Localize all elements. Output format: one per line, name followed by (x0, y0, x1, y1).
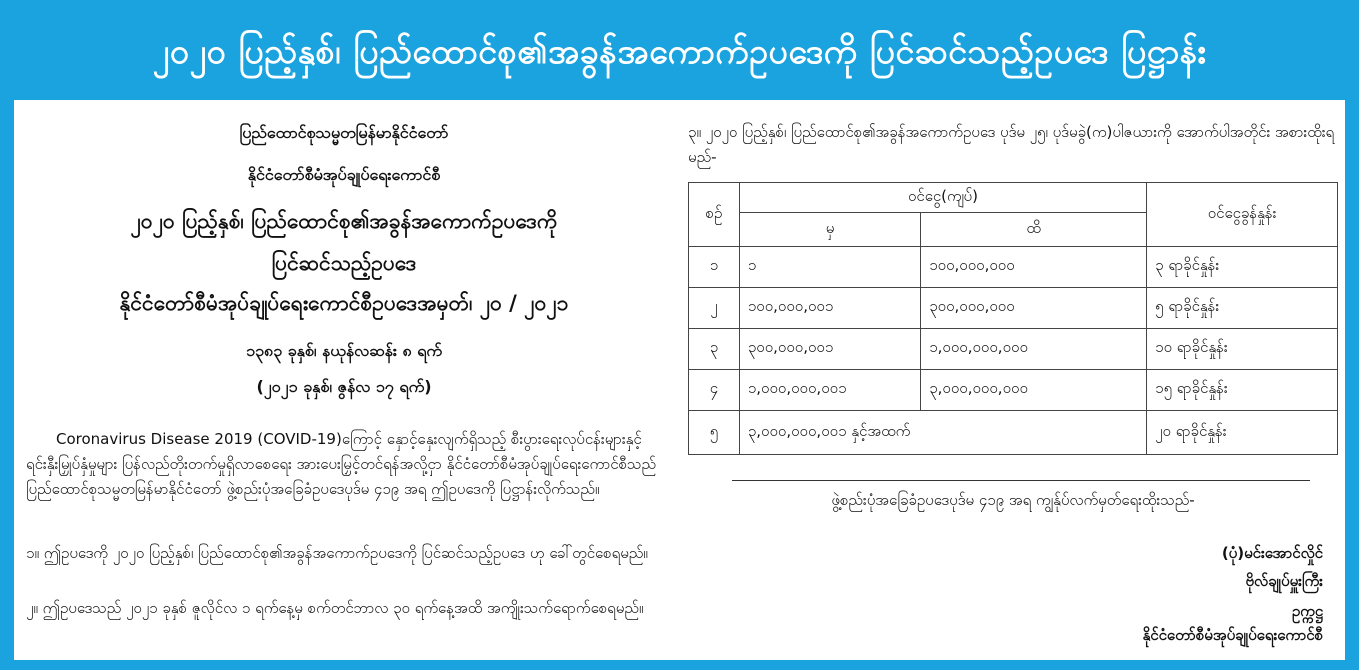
document-body (14, 100, 1345, 660)
table-row (689, 247, 1338, 288)
country-name: ပြည်ထောင်စုသမ္မတမြန်မာနိုင်ငံတော် (239, 123, 449, 142)
right-column (684, 100, 1345, 660)
row-from: ၁ (739, 247, 920, 288)
header-rate: ဝင်ငွေခွန်နှုန်း (1147, 183, 1338, 247)
signing-note: ဖွဲ့စည်းပုံအခြေခံဥပဒေပုဒ်မ ၄၁၉ အရ ကျွန်ုပ်လက်မှတ်ရေးထိုးသည်- (831, 491, 1195, 509)
table-row (689, 411, 1338, 455)
row-rate: ၂၀ ရာခိုင်နှုန်း (1147, 411, 1338, 455)
row-to: ၃၀၀,၀၀၀,၀၀၀ (921, 288, 1147, 329)
section-2: ၂။ ဤဥပဒေသည် ၂၀၂၁ ခုနှစ် ဇူလိုင်လ ၁ ရက်နေ့မှ စက်တင်ဘာလ ၃၀ ရက်နေ့အထိ အကျိုးသက်ရောက်စေရမည်။ (26, 599, 644, 617)
header-income: ဝင်ငွေ(ကျပ်) (739, 183, 1146, 213)
tax-rate-table (688, 182, 1338, 455)
law-title-line-1: ၂၀၂၀ ပြည့်နှစ်၊ ပြည်ထောင်စု၏အခွန်အကောက်ဥပဒေကို (130, 209, 558, 233)
header-to: ထိ (921, 213, 1147, 247)
signatory-name: (ပုံ)မင်းအောင်လှိုင် (1221, 544, 1323, 562)
section-3: ၃။ ၂၀၂၀ ပြည့်နှစ်၊ ပြည်ထောင်စု၏အခွန်အကောက်ဥပဒေ ပုဒ်မ ၂၅၊ ပုဒ်မခွဲ(က)ပါဇယားကို အောက်ပါအတိုင်း အစားထိုးရမည်- (688, 123, 1335, 166)
section-1: ၁။ ဤဥပဒေကို ၂၀၂၀ ပြည့်နှစ်၊ ပြည်ထောင်စု၏အခွန်အကောက်ဥပဒေကို ပြင်ဆင်သည့်ဥပဒေ ဟု ခေါ်တွင်စေရမည်။ (26, 544, 648, 562)
banner-title: ၂၀၂၀ ပြည့်နှစ်၊ ပြည်ထောင်စု၏အခွန်အကောက်ဥပဒေကို ပြင်ဆင်သည့်ဥပဒေ ပြဋ္ဌာန်း (152, 31, 1207, 72)
row-no: ၁ (689, 247, 740, 288)
signature-separator (732, 480, 1310, 481)
row-to: ၁၀၀,၀၀၀,၀၀၀ (921, 247, 1147, 288)
table-row (689, 370, 1338, 411)
date-gregorian: (၂၀၂၁ ခုနှစ်၊ ဇွန်လ ၁၇ ရက်) (256, 377, 432, 396)
left-column (14, 100, 674, 660)
row-no: ၂ (689, 288, 740, 329)
row-to: ၁,၀၀၀,၀၀၀,၀၀၀ (921, 329, 1147, 370)
header-no: စဉ် (689, 183, 740, 247)
row-no: ၅ (689, 411, 740, 455)
row-no: ၃ (689, 329, 740, 370)
row-rate: ၁၅ ရာခိုင်နှုန်း (1147, 370, 1338, 411)
table-row (689, 288, 1338, 329)
header-from: မှ (739, 213, 920, 247)
signatory-organization: နိုင်ငံတော်စီမံအုပ်ချုပ်ရေးကောင်စီ (1142, 626, 1323, 644)
row-no: ၄ (689, 370, 740, 411)
table-header-row (689, 183, 1338, 213)
law-title-line-2: ပြင်ဆင်သည့်ဥပဒေ (271, 251, 417, 275)
row-rate: ၅ ရာခိုင်နှုန်း (1147, 288, 1338, 329)
law-number: နိုင်ငံတော်စီမံအုပ်ချုပ်ရေးကောင်စီဥပဒေအမှတ်၊ ၂၀ / ၂၀၂၁ (119, 291, 569, 315)
row-rate: ၃ ရာခိုင်နှုန်း (1147, 247, 1338, 288)
row-from: ၃,၀၀၀,၀၀၀,၀၀၁ နှင့်အထက် (739, 411, 1146, 455)
row-from: ၁၀၀,၀၀၀,၀၀၁ (739, 288, 920, 329)
signatory-role: ဥက္ကဋ္ဌ (1291, 602, 1323, 620)
council-name: နိုင်ငံတော်စီမံအုပ်ချုပ်ရေးကောင်စီ (247, 165, 441, 184)
row-rate: ၁၀ ရာခိုင်နှုန်း (1147, 329, 1338, 370)
table-row (689, 329, 1338, 370)
date-myanmar: ၁၃၈၃ ခုနှစ်၊ နယုန်လဆန်း ၈ ရက် (245, 341, 443, 360)
row-to: ၃,၀၀၀,၀၀၀,၀၀၀ (921, 370, 1147, 411)
signatory-rank: ဗိုလ်ချုပ်မှူးကြီး (1245, 572, 1323, 590)
row-from: ၃၀၀,၀၀၀,၀၀၁ (739, 329, 920, 370)
row-from: ၁,၀၀၀,၀၀၀,၀၀၁ (739, 370, 920, 411)
preamble-paragraph: Coronavirus Disease 2019 (COVID-19)ကြောင့် နှောင့်နှေးလျက်ရှိသည့် စီးပွားရေးလုပ်ငန်းများနှင့် ရင်းနှီးမြှုပ်နှံမှုများ ပြန်လည်တိုးတက်မှုရှိလာစေရေး အားပေးမြှင့်တင်ရန်အလို့ငှာ နိုင်ငံတော်စီမံအုပ်ချုပ်ရေးကောင်စီသည် ပြည်ထောင်စုသမ္မတမြန်မာနိုင်ငံတော် ဖွဲ့စည်းပုံအခြေခံဥပဒေပုဒ်မ ၄၁၉ အရ ဤဥပဒေကို ပြဋ္ဌာန်းလိုက်သည်။ (26, 430, 657, 498)
